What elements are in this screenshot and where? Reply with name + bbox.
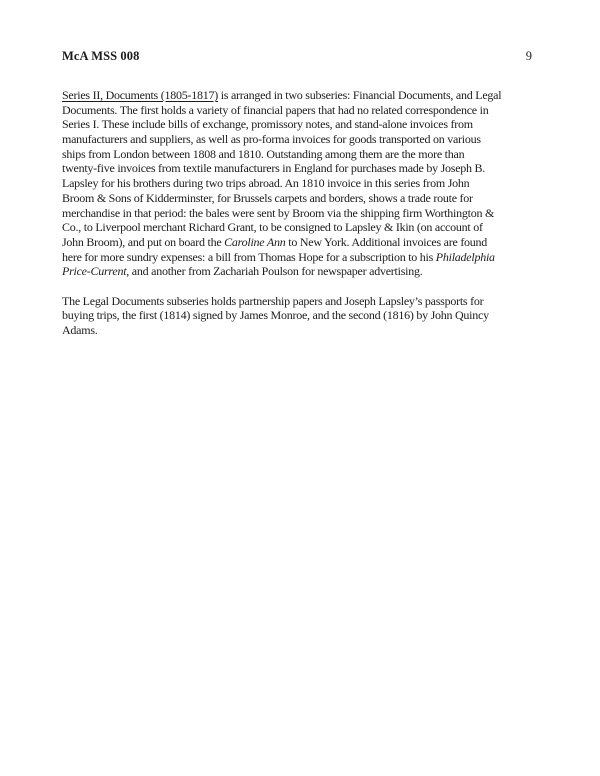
text-line [62, 176, 538, 191]
text-line-segment: is arranged in two subseries: Financial Documents, and Legal [217, 88, 502, 102]
text-line [62, 308, 538, 323]
document-body [62, 88, 538, 338]
text-line [62, 294, 538, 309]
text-line [62, 235, 538, 250]
text-line-segment: here for more sundry expenses: a bill from Thomas Hope for a subscription to his [62, 249, 436, 264]
text-line [62, 191, 538, 206]
text-line [62, 323, 538, 338]
ship-name-italic: Caroline Ann [224, 234, 286, 249]
text-line [62, 220, 538, 235]
collection-id: McA MSS 008 [62, 49, 140, 63]
text-line-segment: Adams. [62, 323, 98, 337]
text-line [62, 264, 538, 279]
text-line-segment: manufacturers and suppliers, as well as pro-forma invoices for goods transported on various [62, 132, 481, 147]
text-line-segment: merchandise in that period: the bales were sent by Broom via the shipping firm Worthington & [62, 205, 495, 220]
financial-documents-paragraph [62, 88, 538, 279]
text-line-segment: Documents. The first holds a variety of financial papers that had no related correspondence in [62, 102, 489, 117]
page-number: 9 [525, 49, 532, 63]
text-line-segment: ships from London between 1808 and 1810. Outstanding among them are the more than [62, 146, 465, 161]
text-line-segment: Co., to Liverpool merchant Richard Grant, to be consigned to Lapsley & Ikin (on account of [62, 220, 483, 235]
text-line-segment: The Legal Documents subseries holds partnership papers and Joseph Lapsley’s passports for [62, 293, 484, 308]
text-line-segment: John Broom), and put on board the [62, 234, 225, 249]
text-line-segment: twenty-five invoices from textile manufacturers in England for purchases made by Joseph B. [62, 161, 486, 176]
series-title-underlined: Series II, Documents (1805-1817) [62, 88, 218, 102]
text-line-segment: Lapsley for his brothers during two trips abroad. An 1810 invoice in this series from John [62, 176, 470, 191]
text-line [62, 103, 538, 118]
text-line-segment: buying trips, the first (1814) signed by James Monroe, and the second (1816) by John Quincy [62, 308, 489, 323]
text-line-segment: Broom & Sons of Kidderminster, for Brussels carpets and borders, shows a trade route for [62, 190, 473, 205]
text-line [62, 117, 538, 132]
text-line [62, 206, 538, 221]
text-line-segment: , and another from Zachariah Poulson for newspaper advertising. [126, 264, 423, 279]
text-line-segment: Series I. These include bills of exchange, promissory notes, and stand-alone invoices from [62, 117, 473, 132]
text-line [62, 132, 538, 147]
page-header [62, 49, 532, 64]
text-line [62, 161, 538, 176]
text-line [62, 147, 538, 162]
legal-documents-paragraph [62, 294, 538, 338]
text-line [62, 250, 538, 265]
text-line [62, 88, 538, 103]
text-line-segment: to New York. Additional invoices are found [285, 234, 488, 249]
publication-name-italic: Price-Current [62, 264, 127, 279]
publication-name-italic: Philadelphia [435, 249, 495, 264]
